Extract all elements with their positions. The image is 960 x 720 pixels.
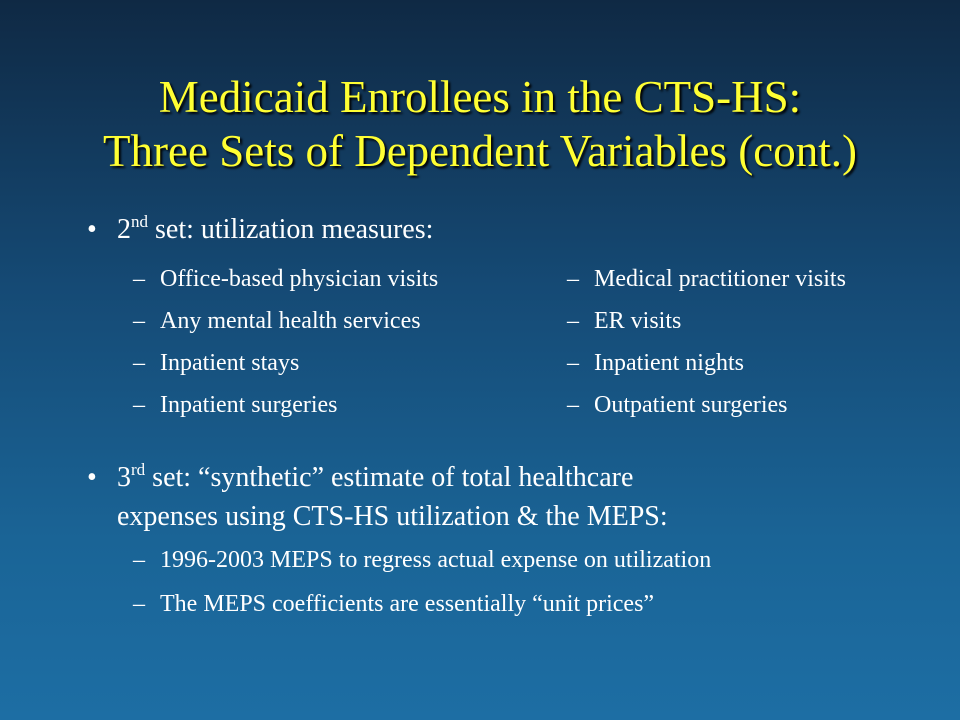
title-line-2: Three Sets of Dependent Variables (cont.) <box>103 126 857 176</box>
list-item: – Inpatient surgeries <box>160 391 338 419</box>
list-item: – The MEPS coefficients are essentially “unit prices” <box>160 590 654 618</box>
list-item: – Inpatient nights <box>594 349 744 377</box>
bullet1-ordinal: 2 <box>117 214 131 245</box>
bullet2-superscript: rd <box>131 460 146 479</box>
list-item: – Office-based physician visits <box>160 265 438 293</box>
list-item: – Any mental health services <box>160 307 421 335</box>
title-line-1: Medicaid Enrollees in the CTS-HS: <box>158 72 802 122</box>
bullet1-superscript: nd <box>131 212 148 231</box>
list-item: – Medical practitioner visits <box>594 265 846 293</box>
bullet2-ordinal: 3 <box>117 462 131 493</box>
bullet2-text-line2: expenses using CTS-HS utilization & the MEPS: <box>117 501 668 532</box>
bullet2-text-line1: set: “synthetic” estimate of total healthcare <box>145 462 634 493</box>
bullet-utilization-measures <box>117 212 433 251</box>
bullet1-text: set: utilization measures: <box>148 214 434 245</box>
slide-title <box>0 70 960 178</box>
bullet-synthetic-estimate <box>117 460 668 535</box>
list-item: – 1996-2003 MEPS to regress actual expense on utilization <box>160 546 711 574</box>
list-item: – ER visits <box>594 307 681 335</box>
list-item: – Inpatient stays <box>160 349 299 377</box>
list-item: – Outpatient surgeries <box>594 391 788 419</box>
